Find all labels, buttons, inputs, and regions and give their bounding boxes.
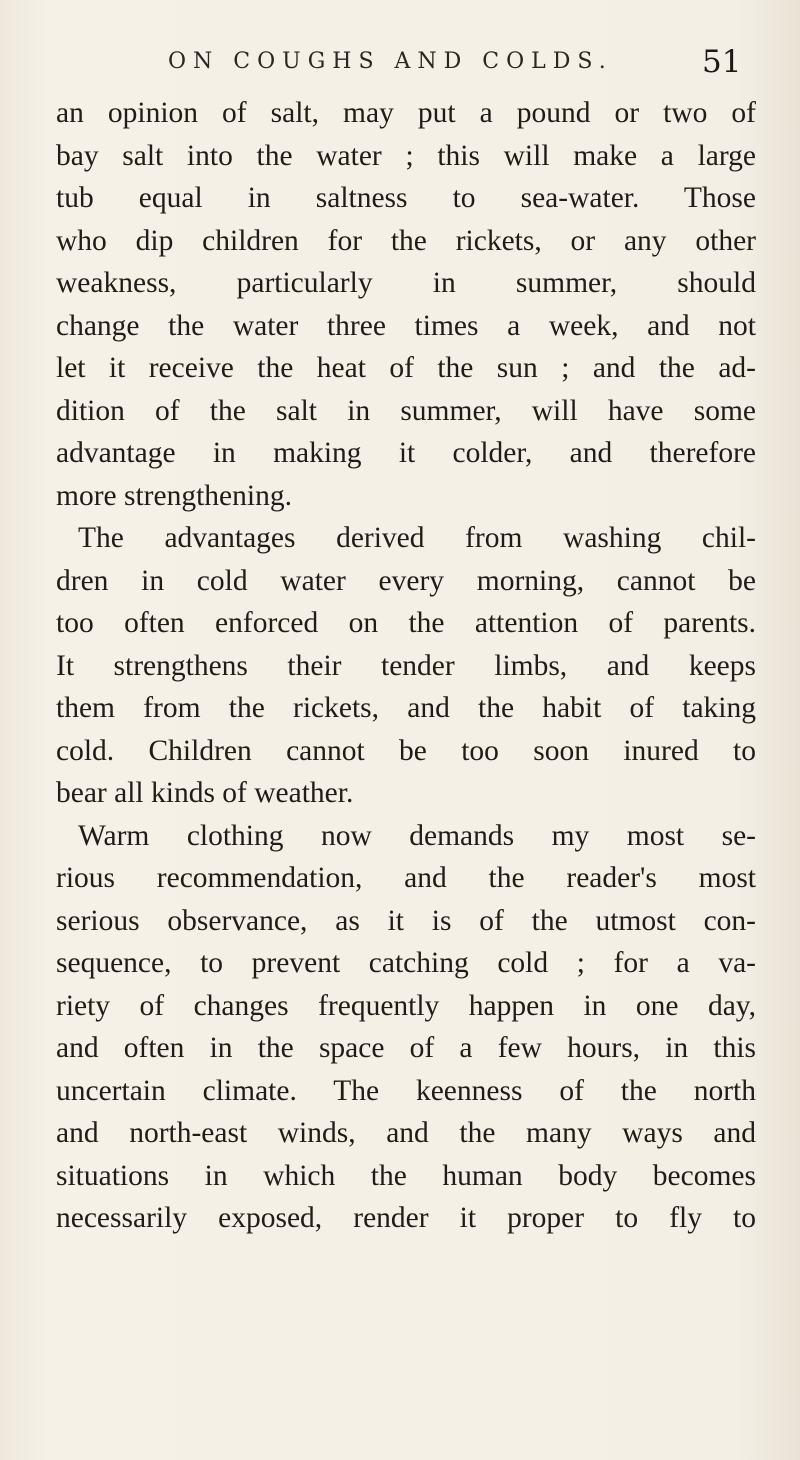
running-title: ON COUGHS AND COLDS. <box>168 49 613 74</box>
text-line: cold. Children cannot be too soon inured to <box>56 734 756 767</box>
text-line: and north-east winds, and the many ways and <box>56 1117 756 1149</box>
text-line: sequence, to prevent catching cold ; for a va- <box>56 947 756 979</box>
text-line: them from the rickets, and the habit of taking <box>56 692 756 724</box>
text-line: rious recommendation, and the reader's most <box>56 862 756 894</box>
body-text <box>56 92 756 1240</box>
text-line: bear all kinds of weather. <box>56 777 354 809</box>
page-number: 51 <box>702 44 742 80</box>
text-line: dren in cold water every morning, cannot be <box>56 564 756 597</box>
text-line: serious observance, as it is of the utmost con- <box>56 904 756 937</box>
text-line: dition of the salt in summer, will have some <box>56 394 756 427</box>
text-line: advantage in making it colder, and therefore <box>56 437 756 469</box>
text-line: and often in the space of a few hours, in this <box>56 1032 756 1064</box>
text-line: necessarily exposed, render it proper to fly to <box>56 1202 756 1234</box>
text-line: an opinion of salt, may put a pound or two of <box>56 97 756 129</box>
text-line: too often enforced on the attention of parents. <box>56 607 756 639</box>
text-line: Warm clothing now demands my most se- <box>78 819 756 852</box>
text-line: change the water three times a week, and not <box>56 309 756 342</box>
text-line: bay salt into the water ; this will make a large <box>56 139 756 172</box>
text-line: weakness, particularly in summer, should <box>56 267 756 299</box>
text-line: uncertain climate. The keenness of the north <box>56 1074 756 1107</box>
text-line: more strengthening. <box>56 479 292 512</box>
text-line: riety of changes frequently happen in one day, <box>56 989 756 1022</box>
text-line: let it receive the heat of the sun ; and the ad- <box>56 352 756 384</box>
text-line: who dip children for the rickets, or any other <box>56 224 756 257</box>
text-line: It strengthens their tender limbs, and keeps <box>56 649 756 682</box>
text-line: situations in which the human body becomes <box>56 1159 756 1192</box>
running-head <box>0 36 800 88</box>
text-line: tub equal in saltness to sea-water. Those <box>56 182 756 214</box>
text-line: The advantages derived from washing chil- <box>78 522 756 554</box>
